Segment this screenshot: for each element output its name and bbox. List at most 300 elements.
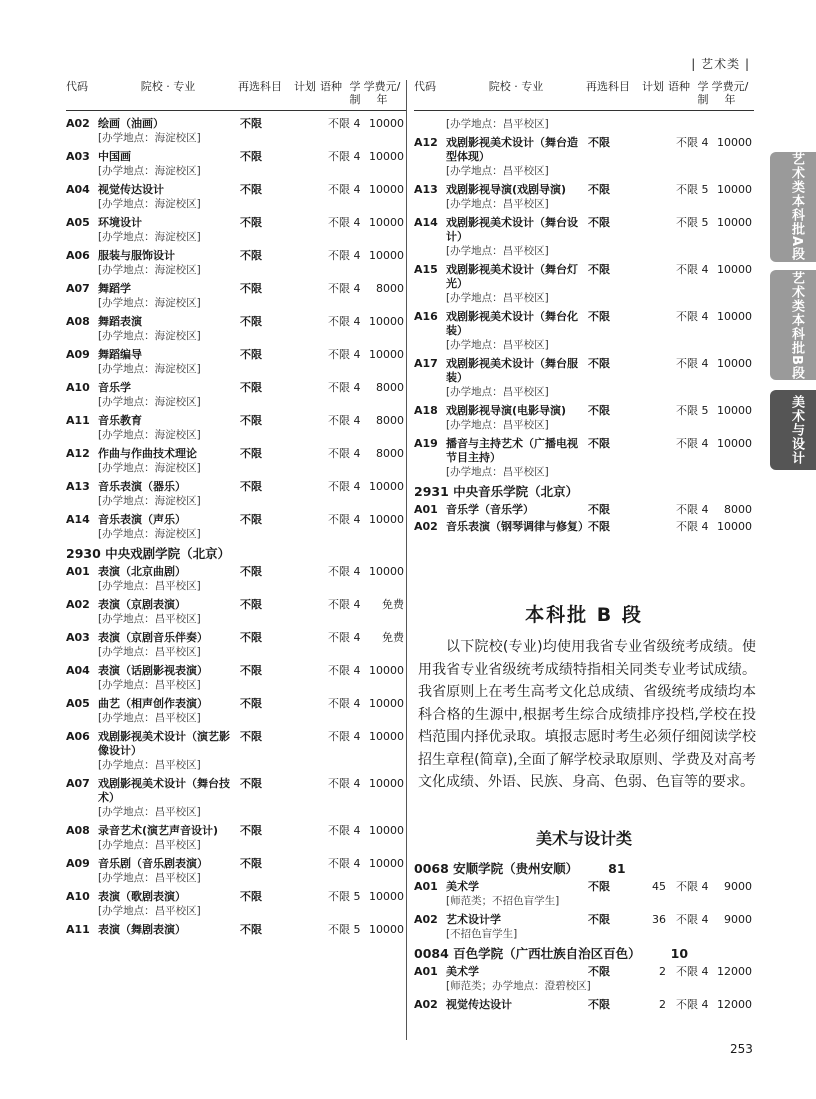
school-heading (414, 946, 754, 962)
major-fee: 8000 (376, 381, 404, 394)
major-lang: 不限 (328, 513, 350, 526)
entry-note: [办学地点：海淀校区] (98, 528, 201, 540)
major-code: A14 (66, 513, 90, 526)
major-code: A14 (414, 216, 438, 229)
entry-note: [师范类；办学地点：澄碧校区] (446, 980, 591, 992)
batch-paragraph: 以下院校(专业)均使用我省专业省级统考成绩。使用我省专业省级统考成绩特指相关同类专业考试成绩。我省原则上在考生高考文化总成绩、省级统考成绩均本科合格的生源中,根据考生综合成绩排序投档,学校在投档范围内择优录取。填报志愿时考生必须仔细阅读学校招生章程(简章),全面了解学校录取原则、学费及对高考文化成绩、外语、民族、身高、色弱、色盲等的要求。 (418, 639, 756, 790)
major-name: 戏剧影视导演(电影导演) (446, 404, 567, 417)
major-row (66, 824, 406, 838)
major-row (66, 697, 406, 711)
major-lang: 不限 (676, 437, 698, 450)
major-name: 戏剧影视美术设计（舞台灯光） (446, 263, 578, 290)
major-subject: 不限 (240, 923, 262, 936)
entry-note: [办学地点：海淀校区] (98, 297, 201, 309)
major-subject: 不限 (588, 310, 610, 323)
major-subject: 不限 (588, 216, 610, 229)
major-fee: 10000 (369, 824, 404, 837)
major-subject: 不限 (240, 414, 262, 427)
major-fee: 10000 (717, 520, 752, 533)
major-subject: 不限 (240, 857, 262, 870)
major-name: 舞蹈编导 (98, 348, 142, 361)
entry-note: [办学地点：昌平校区] (446, 386, 549, 398)
school-name: 0068 安顺学院（贵州安顺） (414, 861, 579, 876)
entry-note: [办学地点：昌平校区] (98, 839, 201, 851)
major-lang: 不限 (676, 880, 698, 893)
major-code: A15 (414, 263, 438, 276)
major-subject: 不限 (240, 183, 262, 196)
major-subject: 不限 (588, 503, 610, 516)
school-plan: 10 (670, 946, 689, 961)
major-lang: 不限 (328, 183, 350, 196)
entry-note: [办学地点：昌平校区] (446, 292, 549, 304)
entry-note: [办学地点：昌平校区] (446, 118, 549, 130)
hdr-plan: 计划 (294, 80, 316, 93)
major-code: A10 (66, 381, 90, 394)
school-heading: 2930 中央戏剧学院（北京） (66, 546, 231, 561)
major-lang: 不限 (328, 315, 350, 328)
major-fee: 9000 (724, 880, 752, 893)
major-subject: 不限 (240, 282, 262, 295)
major-fee: 免费 (382, 598, 404, 611)
major-code: A04 (66, 664, 90, 677)
side-tab-batch-a[interactable]: 艺术类本科批A段 (770, 152, 816, 262)
major-row (66, 565, 406, 579)
major-length: 4 (353, 513, 361, 526)
major-subject: 不限 (240, 216, 262, 229)
major-row (414, 503, 754, 517)
major-subject: 不限 (240, 315, 262, 328)
major-lang: 不限 (676, 913, 698, 926)
major-subject: 不限 (588, 880, 610, 893)
major-length: 4 (353, 480, 361, 493)
major-name: 音乐教育 (98, 414, 142, 427)
major-fee: 10000 (717, 404, 752, 417)
major-name: 舞蹈表演 (98, 315, 142, 328)
major-code: A18 (414, 404, 438, 417)
right-column (414, 80, 754, 534)
major-row (66, 857, 406, 871)
major-name: 音乐剧（音乐剧表演） (98, 857, 208, 870)
major-name: 播音与主持艺术（广播电视节目主持） (446, 437, 578, 464)
right-items3 (414, 880, 754, 941)
major-length: 4 (353, 631, 361, 644)
school-name: 0084 百色学院（广西壮族自治区百色） (414, 946, 641, 961)
major-code: A12 (414, 136, 438, 149)
right-items2 (414, 503, 754, 534)
major-name: 服装与服饰设计 (98, 249, 175, 262)
major-name: 视觉传达设计 (446, 998, 512, 1011)
major-lang: 不限 (328, 282, 350, 295)
major-name: 表演（京剧表演） (98, 598, 186, 611)
major-code: A02 (414, 998, 438, 1011)
major-name: 音乐学 (98, 381, 131, 394)
side-tab-art-design[interactable]: 美术与设计类 (770, 390, 816, 470)
major-code: A02 (414, 913, 438, 926)
major-fee: 8000 (376, 447, 404, 460)
major-plan: 36 (652, 913, 666, 926)
major-length: 4 (353, 598, 361, 611)
major-subject: 不限 (588, 520, 610, 533)
major-name: 戏剧影视美术设计（舞台服装） (446, 357, 578, 384)
entry-note: [办学地点：昌平校区] (98, 759, 201, 771)
major-row (66, 183, 406, 197)
major-subject: 不限 (588, 183, 610, 196)
hdr-subject: 再选科目 (586, 80, 630, 93)
major-row (66, 480, 406, 494)
hdr-lang: 语种 (320, 80, 342, 93)
major-length: 4 (353, 697, 361, 710)
entry-note: [办学地点：昌平校区] (446, 198, 549, 210)
major-name: 表演（京剧音乐伴奏） (98, 631, 208, 644)
major-code: A03 (66, 150, 90, 163)
major-length: 4 (701, 880, 709, 893)
major-code: A01 (66, 565, 90, 578)
right-lower (414, 856, 754, 1012)
entry-note: [办学地点：海淀校区] (98, 363, 201, 375)
major-subject: 不限 (240, 513, 262, 526)
major-lang: 不限 (328, 697, 350, 710)
major-fee: 10000 (717, 437, 752, 450)
major-row (414, 216, 754, 244)
major-length: 5 (353, 923, 361, 936)
major-length: 4 (353, 315, 361, 328)
major-code: A05 (66, 697, 90, 710)
major-row (66, 447, 406, 461)
major-code: A08 (66, 315, 90, 328)
entry-note: [办学地点：昌平校区] (98, 905, 201, 917)
major-row (66, 348, 406, 362)
major-length: 4 (353, 348, 361, 361)
major-length: 4 (353, 857, 361, 870)
major-length: 4 (701, 263, 709, 276)
major-name: 戏剧影视导演(戏剧导演) (446, 183, 567, 196)
major-name: 艺术设计学 (446, 913, 501, 926)
major-fee: 9000 (724, 913, 752, 926)
major-length: 4 (353, 777, 361, 790)
entry-note: [办学地点：海淀校区] (98, 429, 201, 441)
major-subject: 不限 (240, 348, 262, 361)
major-length: 4 (701, 437, 709, 450)
major-name: 曲艺（相声创作表演） (98, 697, 208, 710)
major-code: A02 (414, 520, 438, 533)
major-row (66, 315, 406, 329)
major-code: A19 (414, 437, 438, 450)
major-name: 表演（北京曲剧） (98, 565, 186, 578)
major-name: 表演（歌剧表演） (98, 890, 186, 903)
major-fee: 10000 (369, 348, 404, 361)
entry-note: [办学地点：昌平校区] (446, 165, 549, 177)
major-subject: 不限 (588, 136, 610, 149)
major-length: 4 (353, 282, 361, 295)
major-length: 4 (701, 503, 709, 516)
major-length: 4 (353, 150, 361, 163)
major-length: 4 (353, 183, 361, 196)
entry-note: [办学地点：昌平校区] (98, 806, 201, 818)
major-code: A13 (66, 480, 90, 493)
major-lang: 不限 (328, 117, 350, 130)
major-subject: 不限 (240, 777, 262, 790)
major-row (414, 520, 754, 534)
left-items (66, 117, 406, 541)
entry-note: [办学地点：昌平校区] (98, 712, 201, 724)
hdr-fee: 学费元/年 (711, 80, 749, 106)
major-lang: 不限 (676, 357, 698, 370)
left-items2 (66, 565, 406, 937)
entry-note: [办学地点：昌平校区] (446, 245, 549, 257)
major-row (414, 263, 754, 291)
major-subject: 不限 (240, 249, 262, 262)
major-subject: 不限 (588, 263, 610, 276)
major-fee: 10000 (369, 117, 404, 130)
major-name: 舞蹈学 (98, 282, 131, 295)
major-subject: 不限 (240, 664, 262, 677)
column-divider (406, 80, 407, 1040)
entry-note: [办学地点：昌平校区] (98, 679, 201, 691)
major-fee: 10000 (369, 890, 404, 903)
table-header-right (414, 80, 754, 111)
major-lang: 不限 (328, 216, 350, 229)
major-fee: 10000 (369, 730, 404, 743)
major-code: A05 (66, 216, 90, 229)
major-row (66, 216, 406, 230)
major-subject: 不限 (240, 730, 262, 743)
major-lang: 不限 (676, 503, 698, 516)
major-length: 4 (353, 117, 361, 130)
major-subject: 不限 (588, 404, 610, 417)
major-lang: 不限 (328, 890, 350, 903)
major-code: A01 (414, 503, 438, 516)
major-length: 4 (701, 136, 709, 149)
major-row (414, 913, 754, 927)
entry-note: [办学地点：海淀校区] (98, 495, 201, 507)
major-subject: 不限 (588, 437, 610, 450)
major-lang: 不限 (676, 520, 698, 533)
major-lang: 不限 (328, 480, 350, 493)
major-fee: 10000 (717, 357, 752, 370)
major-name: 音乐表演（钢琴调律与修复） (446, 520, 589, 533)
major-name: 音乐表演（声乐） (98, 513, 186, 526)
major-length: 4 (353, 447, 361, 460)
major-name: 戏剧影视美术设计（演艺影像设计） (98, 730, 230, 757)
batch-title: 本科批 B 段 (525, 604, 643, 626)
major-length: 4 (353, 381, 361, 394)
entry-note: [办学地点：海淀校区] (98, 264, 201, 276)
major-lang: 不限 (328, 631, 350, 644)
major-row (66, 664, 406, 678)
major-length: 5 (353, 890, 361, 903)
major-row (66, 598, 406, 612)
major-fee: 10000 (369, 183, 404, 196)
major-fee: 10000 (369, 857, 404, 870)
major-fee: 8000 (376, 414, 404, 427)
major-name: 绘画（油画） (98, 117, 164, 130)
major-name: 戏剧影视美术设计（舞台设计） (446, 216, 578, 243)
major-name: 戏剧影视美术设计（舞台化装） (446, 310, 578, 337)
major-row (414, 880, 754, 894)
major-name: 戏剧影视美术设计（舞台技术） (98, 777, 230, 804)
major-row (66, 890, 406, 904)
category-title: 美术与设计类 (535, 829, 632, 848)
major-row (66, 414, 406, 428)
major-lang: 不限 (676, 263, 698, 276)
major-row (66, 631, 406, 645)
major-row (66, 730, 406, 758)
major-row (66, 777, 406, 805)
hdr-len: 学制 (697, 80, 709, 106)
major-row (414, 965, 754, 979)
section-tag: | 艺术类 | (691, 57, 750, 71)
major-code: A12 (66, 447, 90, 460)
major-row (414, 404, 754, 418)
major-lang: 不限 (676, 136, 698, 149)
major-lang: 不限 (676, 998, 698, 1011)
major-code: A02 (66, 117, 90, 130)
major-lang: 不限 (676, 310, 698, 323)
major-row (414, 357, 754, 385)
page-number: 253 (730, 1042, 753, 1056)
major-name: 中国画 (98, 150, 131, 163)
entry-note: [办学地点：昌平校区] (98, 580, 201, 592)
major-row (414, 310, 754, 338)
major-row (414, 998, 754, 1012)
table-header-left (66, 80, 406, 111)
major-name: 视觉传达设计 (98, 183, 164, 196)
major-fee: 10000 (369, 315, 404, 328)
major-code: A07 (66, 777, 90, 790)
major-lang: 不限 (328, 249, 350, 262)
school-heading (414, 861, 754, 877)
major-row (66, 249, 406, 263)
major-fee: 10000 (717, 183, 752, 196)
major-fee: 8000 (376, 282, 404, 295)
major-name: 环境设计 (98, 216, 142, 229)
major-name: 音乐表演（器乐） (98, 480, 186, 493)
major-fee: 10000 (369, 480, 404, 493)
major-code: A01 (414, 965, 438, 978)
major-code: A04 (66, 183, 90, 196)
major-subject: 不限 (240, 697, 262, 710)
major-plan: 2 (659, 965, 666, 978)
major-length: 4 (701, 998, 709, 1011)
major-code: A08 (66, 824, 90, 837)
entry-note: [办学地点：昌平校区] (446, 419, 549, 431)
hdr-plan: 计划 (642, 80, 664, 93)
entry-note: [办学地点：昌平校区] (98, 872, 201, 884)
major-row (66, 381, 406, 395)
major-length: 4 (701, 913, 709, 926)
major-subject: 不限 (240, 150, 262, 163)
hdr-lang: 语种 (668, 80, 690, 93)
hdr-name: 院校 · 专业 (488, 80, 544, 93)
major-row (66, 282, 406, 296)
major-name: 表演（话剧影视表演） (98, 664, 208, 677)
entry-note: [办学地点：海淀校区] (98, 165, 201, 177)
major-code: A17 (414, 357, 438, 370)
major-fee: 10000 (717, 216, 752, 229)
entry-note: [办学地点：昌平校区] (98, 613, 201, 625)
major-fee: 8000 (724, 503, 752, 516)
major-length: 4 (701, 310, 709, 323)
major-fee: 10000 (369, 513, 404, 526)
major-row (66, 923, 406, 937)
entry-note: [办学地点：昌平校区] (98, 646, 201, 658)
major-name: 音乐学（音乐学） (446, 503, 534, 516)
major-fee: 10000 (369, 697, 404, 710)
major-fee: 12000 (717, 998, 752, 1011)
major-length: 4 (701, 965, 709, 978)
entry-note: [办学地点：海淀校区] (98, 231, 201, 243)
hdr-len: 学制 (349, 80, 361, 106)
major-fee: 10000 (369, 777, 404, 790)
major-length: 4 (701, 357, 709, 370)
major-lang: 不限 (328, 777, 350, 790)
major-lang: 不限 (328, 414, 350, 427)
left-column (66, 80, 406, 937)
major-length: 4 (353, 414, 361, 427)
major-subject: 不限 (588, 998, 610, 1011)
major-lang: 不限 (328, 857, 350, 870)
major-subject: 不限 (588, 357, 610, 370)
hdr-code: 代码 (414, 80, 436, 93)
major-name: 戏剧影视美术设计（舞台造型体现） (446, 136, 578, 163)
right-items4 (414, 965, 754, 1012)
major-lang: 不限 (328, 447, 350, 460)
major-length: 5 (701, 404, 709, 417)
major-subject: 不限 (240, 598, 262, 611)
major-code: A13 (414, 183, 438, 196)
major-row (66, 117, 406, 131)
major-subject: 不限 (240, 824, 262, 837)
major-row (414, 183, 754, 197)
entry-note: [办学地点：海淀校区] (98, 132, 201, 144)
major-fee: 10000 (369, 664, 404, 677)
hdr-subject: 再选科目 (238, 80, 282, 93)
entry-note: [办学地点：昌平校区] (446, 339, 549, 351)
entry-note: [办学地点：海淀校区] (98, 330, 201, 342)
major-length: 4 (353, 730, 361, 743)
major-code: A01 (414, 880, 438, 893)
major-code: A07 (66, 282, 90, 295)
major-code: A11 (66, 414, 90, 427)
major-name: 表演（舞剧表演） (98, 923, 186, 936)
entry-note: [办学地点：海淀校区] (98, 198, 201, 210)
major-lang: 不限 (328, 150, 350, 163)
major-subject: 不限 (240, 631, 262, 644)
major-fee: 12000 (717, 965, 752, 978)
major-subject: 不限 (588, 913, 610, 926)
major-code: A06 (66, 730, 90, 743)
side-tab-batch-b[interactable]: 艺术类本科批B段 (770, 270, 816, 380)
major-subject: 不限 (240, 480, 262, 493)
major-lang: 不限 (676, 965, 698, 978)
major-fee: 10000 (369, 923, 404, 936)
school-plan: 81 (608, 861, 626, 876)
major-name: 录音艺术(演艺声音设计) (98, 824, 219, 837)
major-code: A11 (66, 923, 90, 936)
major-fee: 10000 (717, 310, 752, 323)
major-lang: 不限 (676, 216, 698, 229)
major-subject: 不限 (240, 890, 262, 903)
major-lang: 不限 (328, 598, 350, 611)
entry-note: [办学地点：昌平校区] (446, 466, 549, 478)
major-subject: 不限 (240, 117, 262, 130)
hdr-name: 院校 · 专业 (140, 80, 196, 93)
major-lang: 不限 (328, 824, 350, 837)
major-fee: 10000 (369, 150, 404, 163)
major-name: 美术学 (446, 965, 479, 978)
major-fee: 10000 (717, 136, 752, 149)
major-length: 4 (353, 824, 361, 837)
